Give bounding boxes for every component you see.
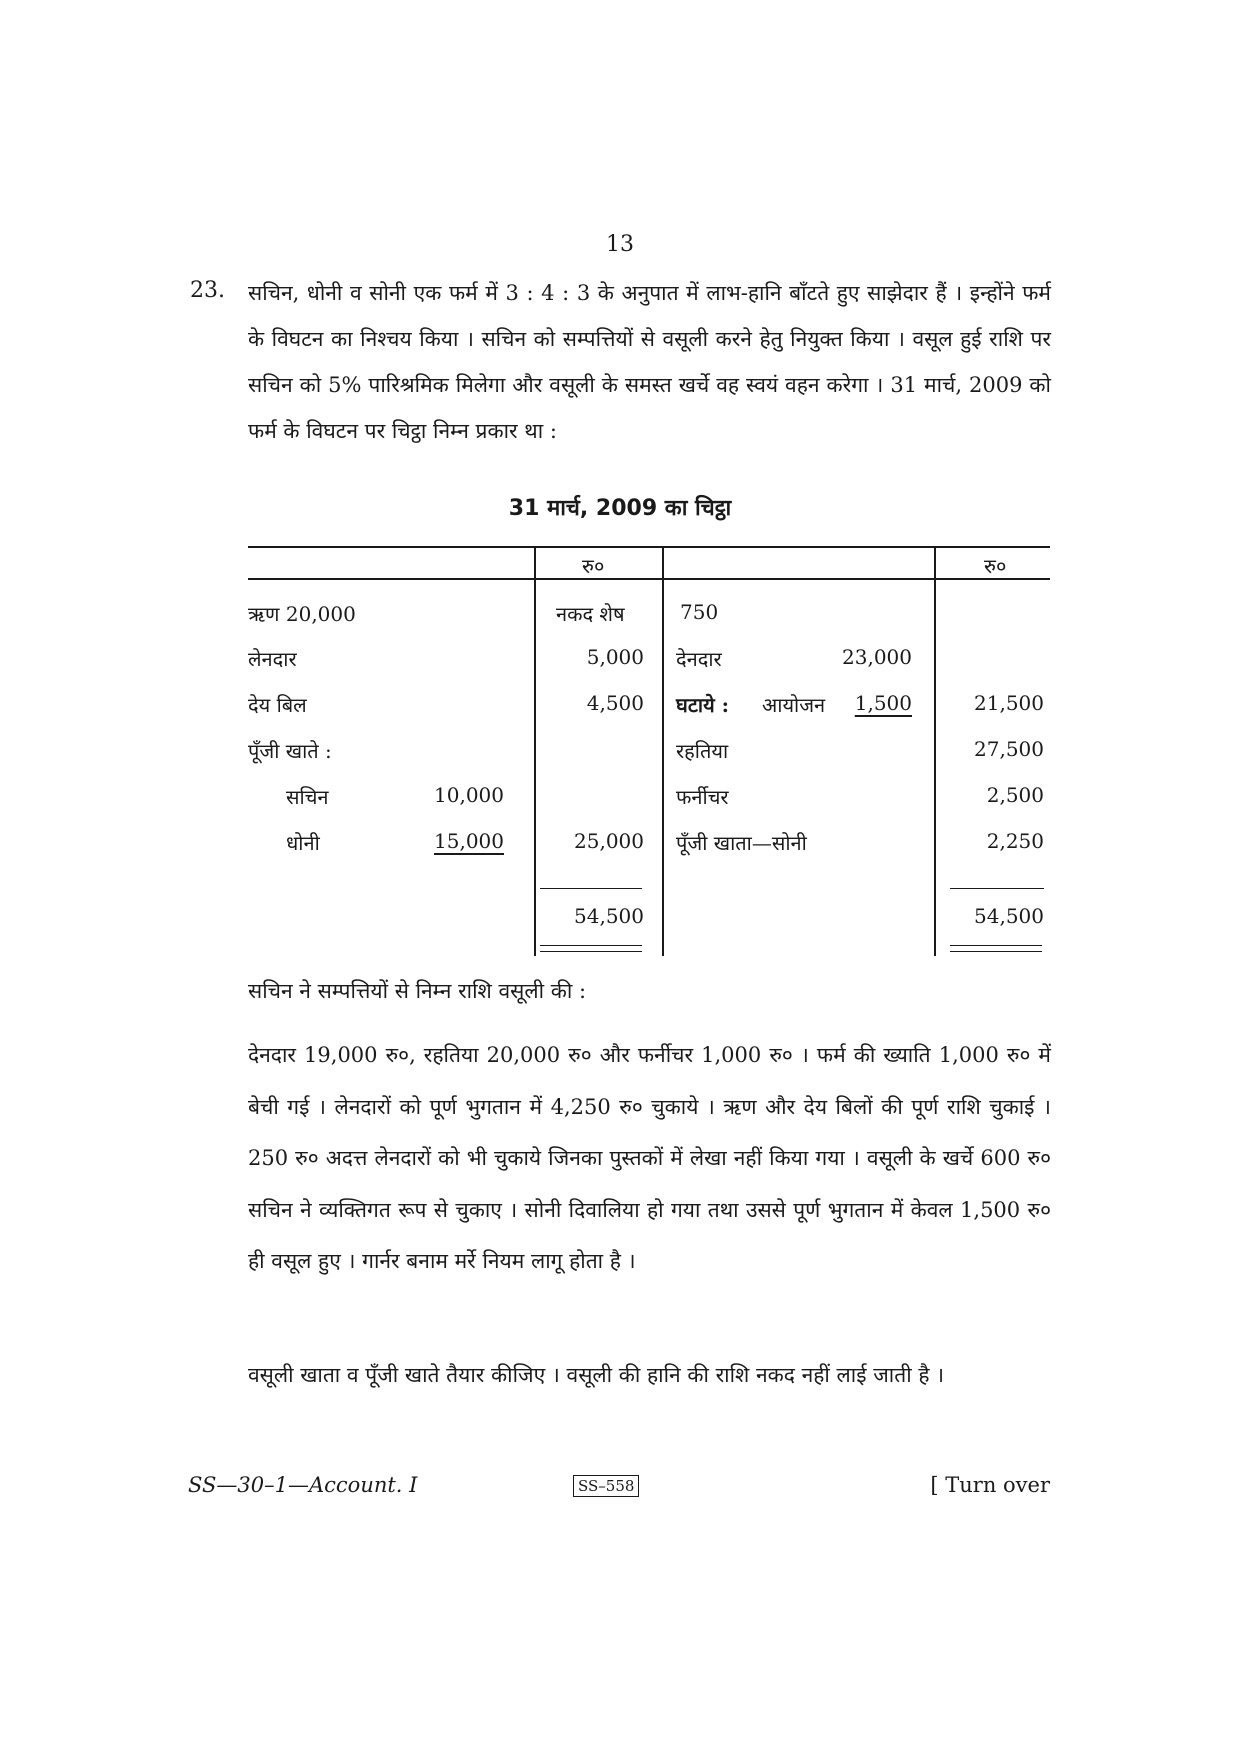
furniture-label: फर्नीचर (676, 785, 729, 809)
cash-label: नकद शेष (556, 602, 625, 626)
assets-currency-header: रु० (984, 554, 1007, 578)
subtotal-rule (950, 888, 1044, 889)
total-double-rule (540, 951, 642, 952)
table-header-rule (248, 578, 1050, 580)
total-double-rule (950, 945, 1042, 946)
soni-capital-amount: 2,250 (986, 829, 1044, 853)
stock-amount: 27,500 (974, 737, 1044, 761)
capital-total: 25,000 (574, 829, 644, 853)
column-divider (934, 546, 936, 956)
capital-accounts-label: पूँजी खाते : (248, 739, 332, 763)
question-text: सचिन, धोनी व सोनी एक फर्म में 3 : 4 : 3 के अनुपात में लाभ-हानि बाँटते हुए साझेदार हैं । इन्होंने फर्म के विघटन का निश्चय किया । सचिन को सम्पत्तियों से वसूली करने हेतु नियुक्त किया । वसूल हुई राशि पर सचिन को 5% पारिश्रमिक मिलेगा और वसूली के समस्त खर्चे वह स्वयं वहन करेगा । 31 मार्च, 2009 को फर्म के विघटन पर चिट्ठा निम्न प्रकार था : (248, 281, 1051, 443)
bills-label: देय बिल (248, 693, 307, 717)
sachin-capital: 10,000 (434, 783, 504, 807)
less-label: घटाये : (676, 693, 730, 717)
net-debtors-amount: 21,500 (974, 691, 1044, 715)
dhoni-label: धोनी (286, 831, 320, 855)
provision-amount: 1,500 (854, 691, 912, 715)
total-double-rule (950, 951, 1042, 952)
column-divider (662, 546, 664, 956)
liabilities-currency-header: रु० (582, 554, 605, 578)
realisation-intro: सचिन ने सम्पत्तियों से निम्न राशि वसूली की : (248, 979, 587, 1003)
creditors-amount: 5,000 (586, 645, 644, 669)
debtors-label: देनदार (676, 647, 722, 671)
balance-sheet-title: 31 मार्च, 2009 का चिट्ठा (508, 496, 732, 521)
question-number: 23. (190, 278, 225, 303)
table-top-rule (248, 546, 1050, 548)
column-divider (534, 546, 536, 956)
cash-amount: 750 (680, 600, 719, 624)
furniture-amount: 2,500 (986, 783, 1044, 807)
total-double-rule (540, 945, 642, 946)
stock-label: रहतिया (676, 739, 729, 763)
instruction-text: वसूली खाता व पूँजी खाते तैयार कीजिए । वसूली की हानि की राशि नकद नहीं लाई जाती है । (248, 1363, 945, 1387)
page-number: 13 (606, 232, 634, 257)
liabilities-total: 54,500 (574, 904, 644, 928)
assets-total: 54,500 (974, 904, 1044, 928)
provision-label: आयोजन (762, 693, 826, 717)
turn-over-note: [ Turn over (930, 1473, 1050, 1497)
subtotal-rule (540, 888, 642, 889)
loan-cell: ऋण 20,000 (248, 602, 356, 626)
soni-capital-label: पूँजी खाता—सोनी (676, 831, 807, 855)
sachin-label: सचिन (286, 785, 329, 809)
creditors-label: लेनदार (248, 647, 297, 671)
bills-amount: 4,500 (586, 691, 644, 715)
paper-code: SS—30–1—Account. I (188, 1473, 418, 1497)
debtors-amount: 23,000 (842, 645, 912, 669)
dhoni-capital: 15,000 (434, 829, 504, 853)
realisation-details: देनदार 19,000 रु०, रहतिया 20,000 रु० और फर्नीचर 1,000 रु० । फर्म की ख्याति 1,000 रु० में बेची गई । लेनदारों को पूर्ण भुगतान में 4,250 रु० चुकाये । ऋण और देय बिलों की पूर्ण राशि चुकाई । 250 रु० अदत्त लेनदारों को भी चुकाये जिनका पुस्तकों में लेखा नहीं किया गया । वसूली के खर्चे 600 रु० सचिन ने व्यक्तिगत रूप से चुकाए । सोनी दिवालिया हो गया तथा उससे पूर्ण भुगतान में केवल 1,500 रु० ही वसूल हुए । गार्नर बनाम मर्रे नियम लागू होता है । (248, 1043, 1051, 1273)
series-code-box: SS–558 (573, 1475, 639, 1497)
